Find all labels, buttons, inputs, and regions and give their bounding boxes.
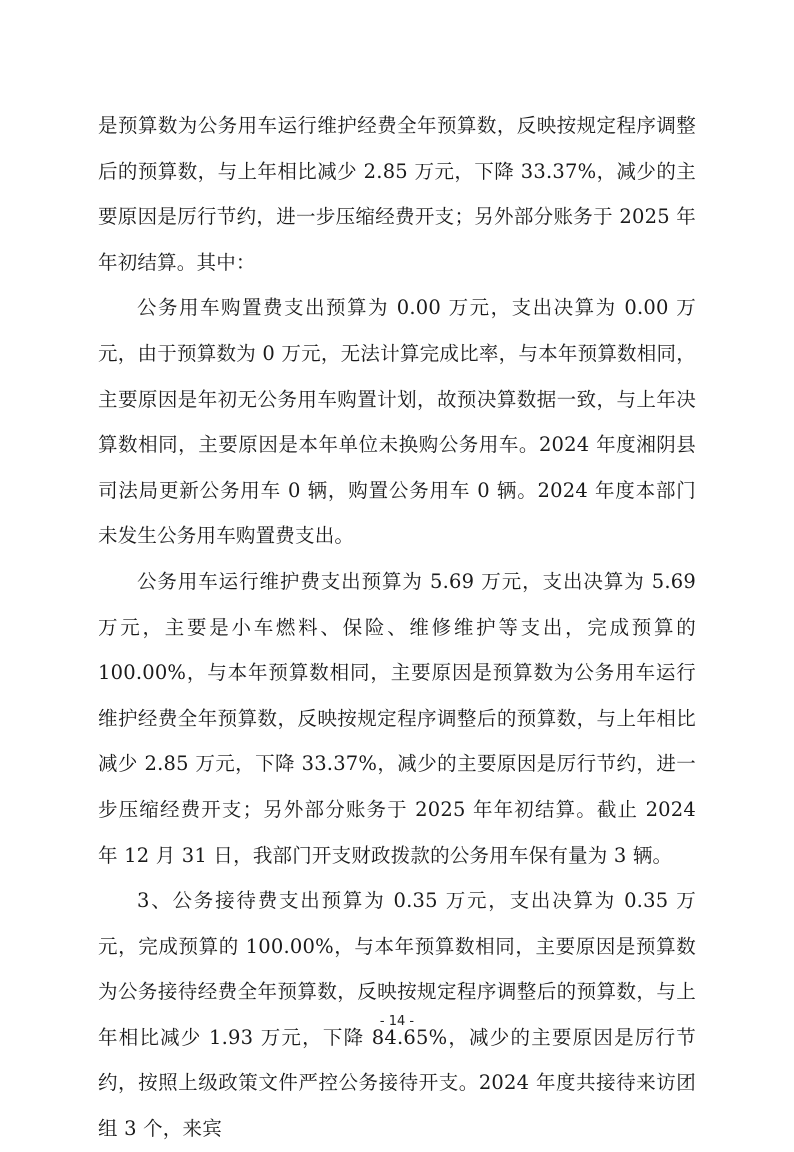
paragraph-continuation: 是预算数为公务用车运行维护经费全年预算数，反映按规定程序调整后的预算数，与上年相比减少 2.85 万元，下降 33.37%，减少的主要原因是厉行节约，进一步压缩经费开支；另外部分账务于 2025 年年初结算。其中：: [98, 114, 696, 274]
paragraph-reception-expense: 3、公务接待费支出预算为 0.35 万元，支出决算为 0.35 万元，完成预算的 100.00%，与本年预算数相同，主要原因是预算数为公务接待经费全年预算数，反映按规定程序调整后的预算数，与上年相比减少 1.93 万元，下降 84.65%，减少的主要原因是厉行节约，按照上级政策文件严控公务接待开支。2024 年度共接待来访团组 3 个，来宾: [98, 889, 696, 1141]
page-number: - 14 -: [379, 1014, 415, 1029]
paragraph-vehicle-maintenance: 公务用车运行维护费支出预算为 5.69 万元，支出决算为 5.69 万元，主要是小车燃料、保险、维修维护等支出，完成预算的 100.00%，与本年预算数相同，主要原因是预算数为公务用车运行维护经费全年预算数，反映按规定程序调整后的预算数，与上年相比减少 2.85 万元，下降 33.37%，减少的主要原因是厉行节约，进一步压缩经费开支；另外部分账务于 2025 年年初结算。截止 2024 年 12 月 31 日，我部门开支财政拨款的公务用车保有量为 3 辆。: [98, 569, 696, 867]
document-body: [98, 103, 696, 1152]
paragraph-vehicle-purchase: 公务用车购置费支出预算为 0.00 万元，支出决算为 0.00 万元，由于预算数为 0 万元，无法计算完成比率，与本年预算数相同，主要原因是年初无公务用车购置计划，故预决算数据一致，与上年决算数相同，主要原因是本年单位未换购公务用车。2024 年度湘阴县司法局更新公务用车 0 辆，购置公务用车 0 辆。2024 年度本部门未发生公务用车购置费支出。: [98, 296, 696, 548]
